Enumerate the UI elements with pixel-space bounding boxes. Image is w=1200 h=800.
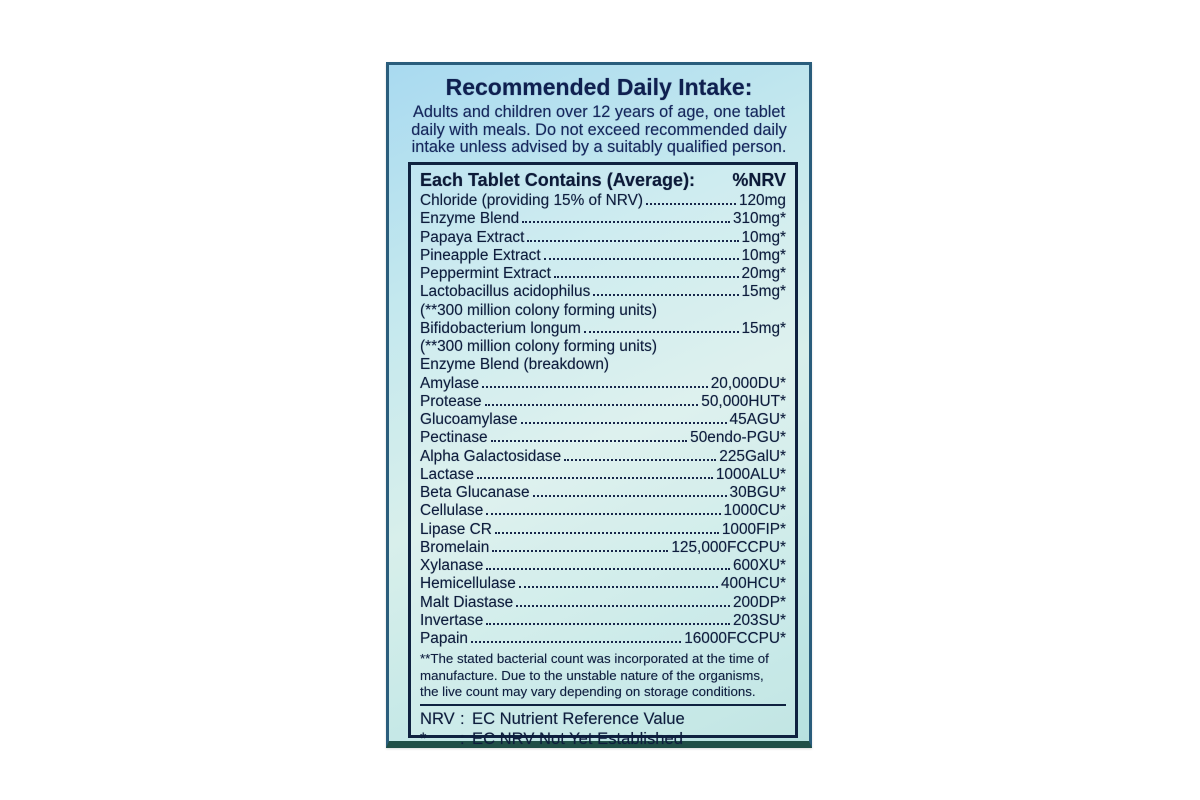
ingredient-value: 20mg* [741, 265, 786, 282]
ingredient-name: Beta Glucanase [420, 484, 530, 501]
dot-leader [486, 623, 730, 625]
intro-text [389, 104, 809, 157]
ingredient-value: 400HCU* [720, 575, 786, 593]
legend-key: * [420, 728, 427, 748]
ingredient-row [420, 484, 786, 502]
ingredient-row [420, 393, 786, 411]
ingredient-name: Papain [420, 630, 468, 647]
dot-leader [492, 550, 668, 552]
ingredient-rows [420, 192, 786, 648]
ingredient-row [420, 302, 786, 320]
dot-leader [564, 459, 716, 461]
dot-leader [491, 440, 688, 442]
ingredient-value: 225GalU* [719, 447, 786, 465]
dot-leader [519, 586, 718, 588]
ingredient-name: Lactase [420, 465, 474, 483]
ingredient-row [420, 575, 786, 593]
ingredient-name: Invertase [420, 611, 484, 629]
ingredient-value: 10mg* [741, 228, 786, 246]
supplement-label [386, 62, 812, 748]
ingredient-name: Peppermint Extract [420, 265, 551, 282]
ingredient-row [420, 557, 786, 575]
ingredient-row [420, 320, 786, 338]
ingredient-value: 1000CU* [723, 502, 786, 520]
ingredient-name: Pectinase [420, 429, 488, 447]
ingredient-value: 45AGU* [729, 411, 786, 428]
ingredient-name: Cellulase [420, 502, 484, 520]
ingredient-value: 120mg [738, 192, 786, 209]
ingredient-value: 600XU* [732, 557, 786, 574]
dot-leader [486, 568, 730, 570]
ingredient-value: 1000FIP* [721, 520, 786, 538]
dot-leader [495, 532, 719, 534]
ingredients-panel [408, 162, 798, 748]
intro-line: intake unless advised by a suitably qualified person. [411, 138, 787, 157]
ingredient-name: Chloride (providing 15% of NRV) [420, 192, 643, 209]
ingredient-row [420, 612, 786, 630]
nrv-legend [420, 706, 786, 748]
ingredient-row [420, 429, 786, 447]
ingredient-value: 50,000HUT* [701, 392, 786, 410]
ingredient-value: 200DP* [732, 593, 786, 611]
ingredient-row [420, 192, 786, 210]
ingredient-name: Enzyme Blend (breakdown) [420, 356, 610, 374]
ingredient-row [420, 375, 786, 393]
ingredient-row [420, 521, 786, 539]
ingredient-value: 30BGU* [729, 484, 786, 501]
ingredient-row [420, 448, 786, 466]
ingredient-name: Bromelain [420, 538, 490, 556]
dot-leader [544, 258, 739, 260]
ingredient-name: Protease [420, 392, 482, 410]
ingredient-name: Pineapple Extract [420, 246, 541, 264]
ingredient-row [420, 356, 786, 374]
ingredient-name: Amylase [420, 374, 480, 392]
legend-text: EC Nutrient Reference Value [472, 709, 685, 729]
ingredient-value: 1000ALU* [715, 465, 786, 483]
dot-leader [516, 605, 730, 607]
intro-line: daily with meals. Do not exceed recommended daily [411, 120, 787, 139]
panel-header [420, 168, 786, 192]
legend-row [420, 709, 786, 729]
ingredient-row [420, 229, 786, 247]
ingredient-value: 10mg* [741, 246, 786, 264]
dot-leader [522, 221, 730, 223]
legend-separator: : [460, 728, 465, 748]
dot-leader [584, 331, 739, 333]
ingredient-row [420, 594, 786, 612]
ingredient-name: Enzyme Blend [420, 210, 520, 228]
ingredient-row [420, 466, 786, 484]
dot-leader [527, 240, 738, 242]
ingredient-row [420, 210, 786, 228]
ingredient-value: 310mg* [732, 210, 786, 228]
intro-line: Adults and children over 12 years of age, one tablet [413, 103, 785, 121]
footnote-line: **The stated bacterial count was incorporated at the time of [420, 651, 769, 667]
ingredient-name: Lipase CR [420, 520, 492, 538]
ingredient-name: Hemicellulase [420, 575, 516, 593]
legend-separator: : [460, 709, 465, 729]
ingredient-value: 50endo-PGU* [690, 429, 786, 447]
footnote [420, 651, 786, 701]
ingredient-row [420, 247, 786, 265]
ingredient-row [420, 411, 786, 429]
dot-leader [482, 386, 708, 388]
ingredient-row [420, 539, 786, 557]
ingredient-name: (**300 million colony forming units) [420, 338, 657, 355]
ingredient-name: Malt Diastase [420, 593, 514, 611]
dot-leader [646, 203, 736, 205]
ingredient-value: 203SU* [732, 611, 786, 629]
ingredient-name: (**300 million colony forming units) [420, 301, 657, 319]
ingredient-row [420, 502, 786, 520]
ingredient-value: 125,000FCCPU* [671, 538, 786, 556]
ingredient-value: 20,000DU* [710, 374, 786, 392]
dot-leader [521, 422, 727, 424]
ingredient-name: Bifidobacterium longum [420, 319, 581, 337]
legend-text: EC NRV Not Yet Established [472, 728, 683, 748]
panel-header-right: %NRV [732, 170, 786, 190]
ingredient-name: Lactobacillus acidophilus [420, 283, 591, 301]
legend-row [420, 729, 786, 749]
footnote-line: manufacture. Due to the unstable nature of the organisms, [420, 667, 764, 683]
dot-leader [486, 513, 720, 515]
ingredient-value: 16000FCCPU* [684, 630, 786, 647]
ingredient-value: 15mg* [741, 319, 786, 337]
dot-leader [554, 276, 739, 278]
dot-leader [477, 477, 713, 479]
ingredient-row [420, 338, 786, 356]
ingredient-row [420, 283, 786, 301]
label-title: Recommended Daily Intake: [445, 74, 753, 100]
ingredient-name: Glucoamylase [420, 411, 518, 428]
ingredient-name: Alpha Galactosidase [420, 447, 562, 465]
ingredient-row [420, 630, 786, 648]
footnote-line: the live count may vary depending on storage conditions. [420, 684, 756, 700]
ingredient-name: Papaya Extract [420, 228, 525, 246]
dot-leader [471, 641, 681, 643]
panel-header-left: Each Tablet Contains (Average): [420, 170, 696, 190]
ingredient-value: 15mg* [741, 283, 786, 301]
legend-key: NRV [420, 709, 455, 729]
dot-leader [485, 404, 699, 406]
ingredient-row [420, 265, 786, 283]
dot-leader [593, 294, 738, 296]
dot-leader [533, 495, 727, 497]
ingredient-name: Xylanase [420, 557, 484, 574]
